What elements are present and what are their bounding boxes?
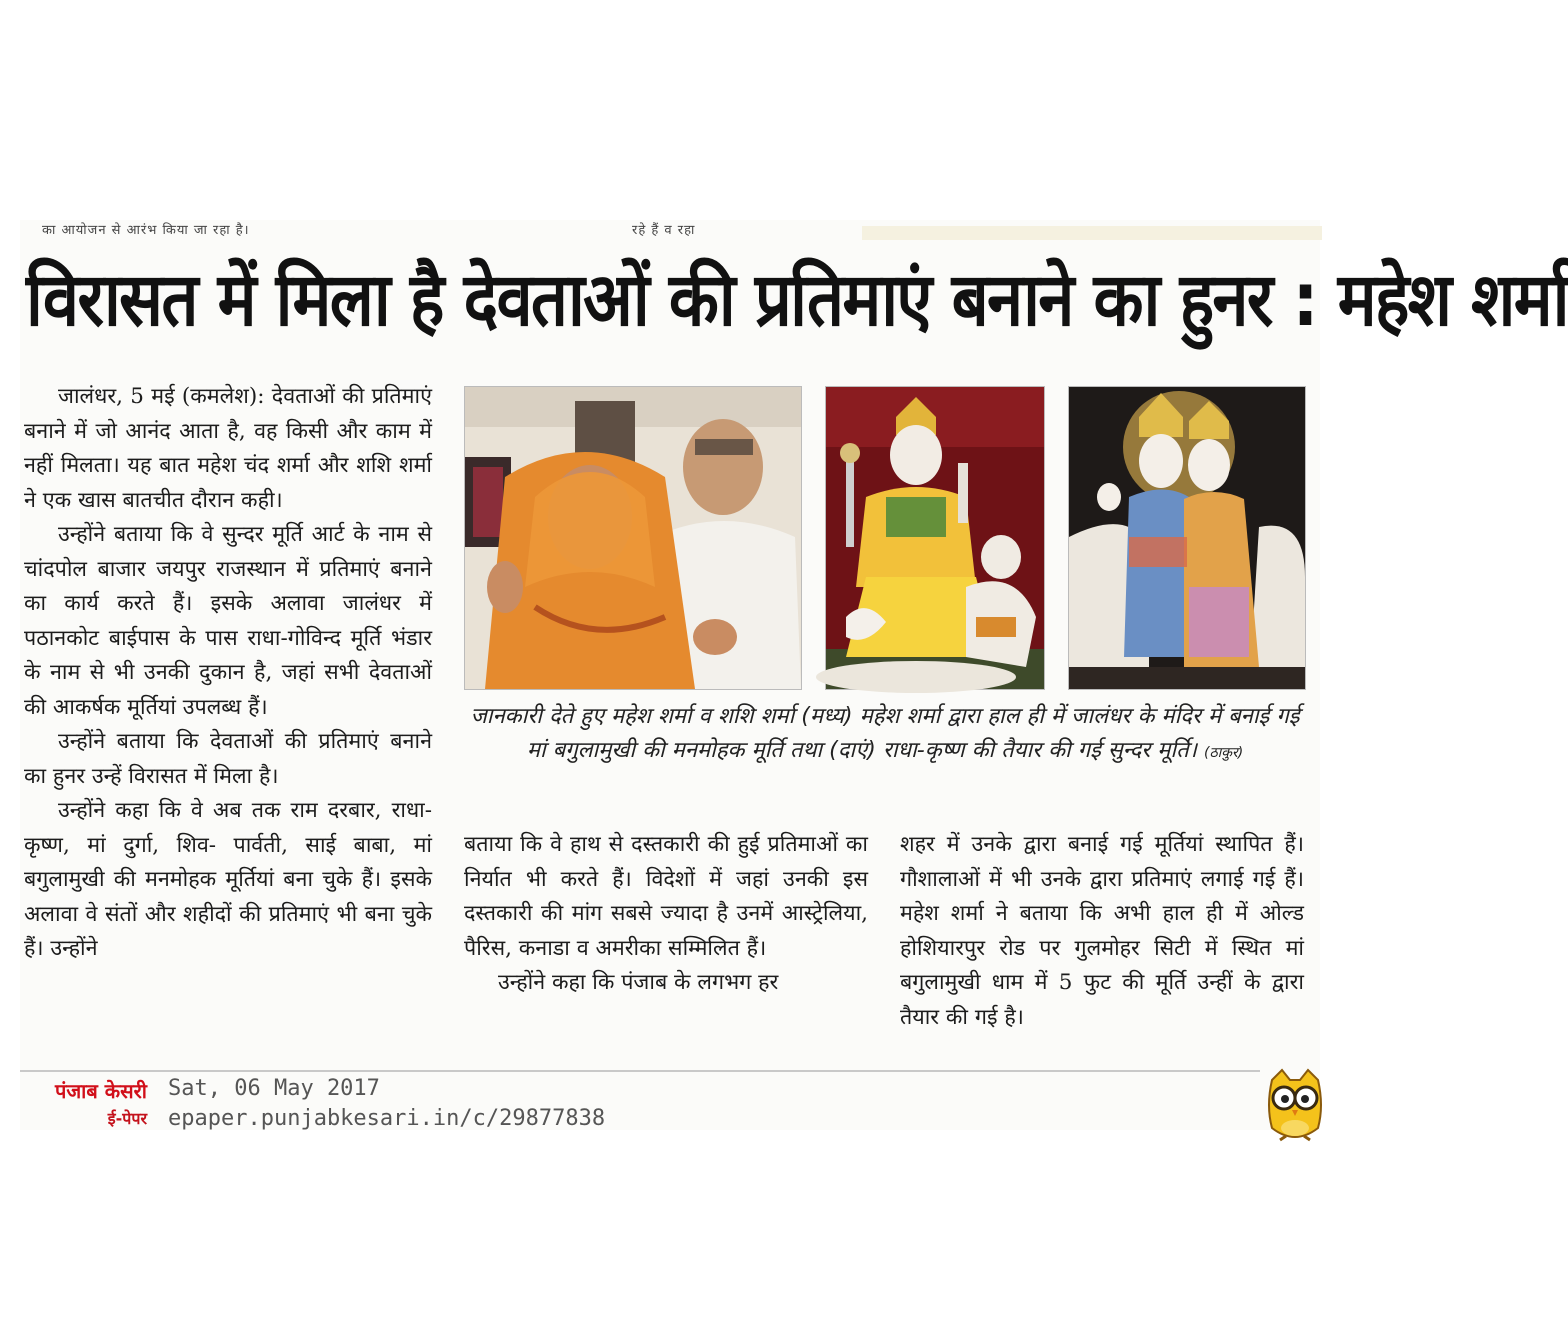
brand-name: पंजाब केसरी: [54, 1079, 147, 1103]
paragraph: उन्होंने कहा कि पंजाब के लगभग हर: [498, 970, 779, 995]
article-headline: विरासत में मिला है देवताओं की प्रतिमाएं बनाने का हुनर : महेश शर्मा: [26, 257, 1568, 343]
photo-caption: [460, 700, 1310, 770]
footer-divider: [20, 1070, 1260, 1072]
cut-off-text-strip: [32, 220, 1322, 236]
owl-mascot-icon: [1262, 1066, 1328, 1146]
photo-baglamukhi-idol: [825, 386, 1045, 690]
paragraph: उन्होंने बताया कि वे सुन्दर मूर्ति आर्ट के नाम से चांदपोल बाजार जयपुर राजस्थान में प्रतिमाएं बनाने का कार्य करते हैं। इसके अलावा जालंधर में पठानकोट बाईपास के पास राधा-गोविन्द मूर्ति भंडार के नाम से भी उनकी दुकान है, जहां सभी देवताओं की आकर्षक मूर्तियां उपलब्ध हैं।: [24, 522, 432, 720]
article-column-1: [24, 380, 432, 967]
paragraph: जालंधर, 5 मई (कमलेश): देवताओं की प्रतिमाएं बनाने में जो आनंद आता है, वह किसी और काम में नहीं मिलता। यह बात महेश चंद शर्मा और शशि शर्मा ने एक खास बातचीत दौरान कही।: [24, 384, 432, 513]
photo-credit: (ठाकुर): [1204, 745, 1244, 761]
footer-meta: [168, 1074, 605, 1134]
cut-tint-band: [862, 226, 1322, 240]
newspaper-clipping: [20, 220, 1568, 1130]
brand-subtitle: ई-पेपर: [107, 1109, 147, 1128]
article-column-2: [464, 828, 868, 1001]
caption-text: जानकारी देते हुए महेश शर्मा व शशि शर्मा (मध्य) महेश शर्मा द्वारा हाल ही में जालंधर के मंदिर में बनाई गई मां बगुलामुखी की मनमोहक मूर्ति तथा (दाएं) राधा-कृष्ण की तैयार की गई सुन्दर मूर्ति।: [470, 704, 1300, 763]
epaper-url[interactable]: epaper.punjabkesari.in/c/29877838: [168, 1106, 606, 1131]
cut-text-left: का आयोजन से आरंभ किया जा रहा है।: [42, 223, 250, 238]
paragraph: उन्होंने कहा कि वे अब तक राम दरबार, राधा-कृष्ण, मां दुर्गा, शिव- पार्वती, साई बाबा, मां बगुलामुखी की मनमोहक मूर्तियां बना चुके हैं। इसके अलावा वे संतों और शहीदों की प्रतिमाएं भी बना चुके हैं। उन्होंने: [24, 798, 432, 961]
photo-mahesh-shashi-sharma: [464, 386, 802, 690]
paragraph: शहर में उनके द्वारा बनाई गई मूर्तियां स्थापित हैं। गौशालाओं में भी उनके द्वारा प्रतिमाएं लगाई गई हैं। महेश शर्मा ने बताया कि अभी हाल ही में ओल्ड होशियारपुर रोड पर गुलमोहर सिटी में स्थित मां बगुलामुखी धाम में 5 फुट की मूर्ति उन्हीं के द्वारा तैयार की गई है।: [900, 832, 1304, 1030]
paragraph: बताया कि वे हाथ से दस्तकारी की हुई प्रतिमाओं का निर्यात भी करते हैं। विदेशों में जहां उनकी इस दस्तकारी की मांग सबसे ज्यादा है उनमें आस्ट्रेलिया, पैरिस, कनाडा व अमरीका सम्मिलित हैं।: [464, 832, 868, 961]
punjab-kesari-logo: [22, 1076, 147, 1132]
paragraph: उन्होंने बताया कि देवताओं की प्रतिमाएं बनाने का हुनर उन्हें विरासत में मिला है।: [24, 729, 432, 789]
publication-date: Sat, 06 May 2017: [168, 1076, 380, 1101]
article-column-3: [900, 828, 1304, 1035]
photo-radha-krishna-idol: [1068, 386, 1306, 690]
cut-text-right: रहे हैं व रहा: [632, 223, 696, 238]
